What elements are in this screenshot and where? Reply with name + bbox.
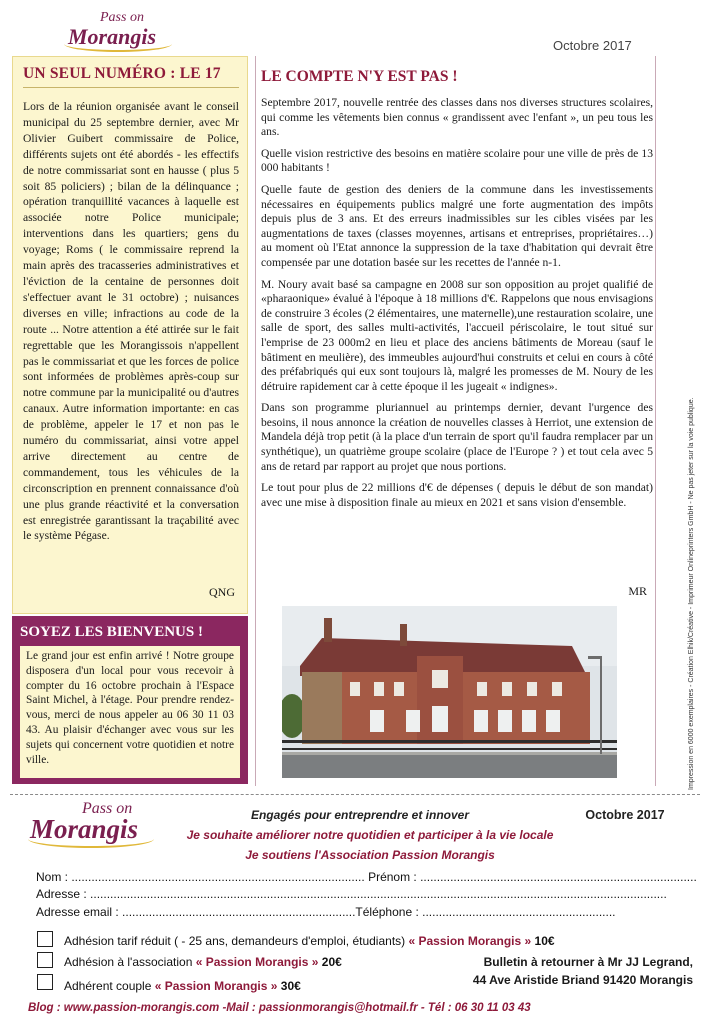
paragraph: Le tout pour plus de 22 millions d'€ de dépenses ( depuis le début de son mandat) avec une mise à disposition finale au mieux en 2021 et sans vision d'ensemble. bbox=[261, 481, 653, 509]
membership-couple-label: Adhérent couple « Passion Morangis » 30€ bbox=[64, 979, 301, 993]
return-address-line-1: Bulletin à retourner à Mr JJ Legrand, bbox=[483, 955, 693, 969]
welcome-body: Le grand jour est enfin arrivé ! Notre groupe disposera d'un local pour vous recevoir à compter du 16 octobre prochain à l'Espace Saint Michel, à l'étage. Pour prendre rendez-vous, merci de nous appeler au 06 30 11 03 43. Au plaisir d'échanger avec vous sur les sujets qui concernent votre quotidien et notre ville. bbox=[20, 646, 240, 778]
coupon-slogan-3: Je soutiens l'Association Passion Morangis bbox=[245, 848, 495, 862]
main-article-signature: MR bbox=[628, 584, 647, 598]
logo-bottom-text: Morangis bbox=[30, 814, 139, 844]
paragraph: Quelle faute de gestion des deniers de la commune dans les investissements nécessaires en équipements publics malgré une forte augmentation des impôts depuis plus de 3 ans. Et des erreurs inadmissibles sur les cibles visées par les augmentations de taxes (classes moyennes, artisans et entreprises, propriétaires…) au moment où l'Etat annonce la suppression de la taxe d'habitation qui devrait être compensée par une dotation basée sur les recettes de l'année n-1. bbox=[261, 182, 653, 269]
passion-morangis-logo bbox=[64, 10, 174, 54]
return-address-line-2: 44 Ave Aristide Briand 91420 Morangis bbox=[472, 973, 693, 987]
logo-swoosh bbox=[64, 36, 172, 52]
membership-standard-label: Adhésion à l'association « Passion Morangis » 20€ bbox=[64, 955, 342, 969]
contact-footer: Blog : www.passion-morangis.com -Mail : passionmorangis@hotmail.fr - Tél : 06 30 11 03 43 bbox=[28, 1002, 531, 1014]
paragraph: M. Noury avait basé sa campagne en 2008 sur son opposition au projet qualifié de «pharaonique» évalué à l'époque à 18 millions d'€. Rappelons que nous envisagions de construire 3 écoles (2 élémentaires, une maternelle),une restauration scolaire, une salle de sport, des salles multi-activités, l'accueil périscolaire, le tout situé sur l'emprise de 23 000m2 en lieu et place des anciens bâtiments de Moreau (sauf le bâtiment en meulière), des immeubles aujourd'hui construits et celui en cours à côté des préfabriqués qui eux sont toujours là, malgré les promesses de M. Noury de les détruire rapidement car à cette époque il les jugeait « indignes». bbox=[261, 277, 653, 393]
cut-line bbox=[10, 794, 700, 795]
logo-swoosh bbox=[28, 830, 154, 848]
membership-reduced-label: Adhésion tarif réduit ( - 25 ans, demandeurs d'emploi, étudiants) « Passion Morangis » 10€ bbox=[64, 934, 555, 948]
membership-standard-checkbox[interactable] bbox=[37, 952, 53, 968]
coupon-date: Octobre 2017 bbox=[585, 808, 665, 822]
column-divider bbox=[655, 56, 656, 786]
email-phone-fields[interactable]: Adresse email : ......................................................................Téléphone : .......................................................... bbox=[36, 905, 616, 919]
coupon-slogan-1: Engagés pour entreprendre et innover bbox=[250, 808, 470, 822]
article-seul-numero bbox=[12, 56, 248, 614]
title-divider bbox=[23, 87, 239, 88]
article-title: UN SEUL NUMÉRO : LE 17 bbox=[23, 65, 221, 82]
main-article-title: LE COMPTE N'Y EST PAS ! bbox=[261, 68, 458, 85]
logo-top-text: Pass on bbox=[100, 10, 144, 25]
membership-couple-checkbox[interactable] bbox=[37, 974, 53, 990]
main-article-body bbox=[261, 96, 653, 517]
coupon-slogan-2: Je souhaite améliorer notre quotidien et participer à la vie locale bbox=[186, 828, 554, 842]
name-fields[interactable]: Nom : ........................................................................................ Prénom : ................................................................................... bbox=[36, 870, 697, 884]
logo-top-text: Pass on bbox=[82, 800, 133, 817]
membership-reduced-checkbox[interactable] bbox=[37, 931, 53, 947]
welcome-box bbox=[12, 616, 248, 784]
issue-date: Octobre 2017 bbox=[553, 38, 632, 53]
paragraph: Quelle vision restrictive des besoins en matière scolaire pour une ville de près de 13 000 habitants ! bbox=[261, 146, 653, 175]
article-signature: QNG bbox=[209, 585, 235, 599]
school-building-photo bbox=[282, 606, 617, 778]
paragraph: Septembre 2017, nouvelle rentrée des classes dans nos diverses structures scolaires, qui comme les vêtements bien connus « grandissent avec l'enfant », un peu tous les ans. bbox=[261, 96, 653, 139]
coupon-logo bbox=[28, 800, 158, 854]
print-credits: Impression en 6000 exemplaires - Création Elhik/Créative - Imprimeur Onlineprinters GmbH - Ne pas jeter sur la voie publique. bbox=[688, 397, 695, 790]
paragraph: Dans son programme pluriannuel au printemps dernier, devant l'urgence des besoins, il nous annonce la création de nouvelles classes à Herriot, une extension de Mandela déjà trop petit (à la place d'un terrain de sport qu'il faudra remplacer par un synthétique), un quatrième groupe scolaire (place de l'Europe ? ) et tout cela avec 5 ans de retard par rapport au projet que nous portions. bbox=[261, 401, 653, 473]
address-field[interactable]: Adresse : ............................................................................................................................................................................. bbox=[36, 887, 667, 901]
welcome-title: SOYEZ LES BIENVENUS ! bbox=[20, 624, 203, 640]
article-body: Lors de la réunion organisée avant le conseil municipal du 25 septembre dernier, avec Mr Olivier Guibert commissaire de Police, différents sujets ont été abordés - les effectifs de notre commissariat sont en hausse ( plus 5 soit 85 policiers) ; bilan de la délinquance ; opération tranquillité vacances à laquelle est associée notre Police municipale; interventions dans les quartiers; gens du voyage; Roms ( le commissaire reprend la main après des tracasseries administratives et l'éviction de la centaine de personnes doit s'effectuer avant le 31 octobre) ; nuisances diverses en ville; infractions au code de la route ... Notre attention a été attirée sur le fait regrettable que les Morangissois n'appellent pas le commissariat et que les forces de police sont informées de problèmes après-coup sur notre commune par la municipalité ou d'autres canaux. Autre information importante: en cas de problème, appeler le 17 et non pas le numéro du commissariat, ainsi votre appel arrive directement au centre de commandement, tous les véhicules de la circonscription en prennent connaissance d'où une plus grande réactivité et la conversation est enregistrée garantissant la traçabilité avec le système Pégase. bbox=[23, 100, 239, 543]
logo-bottom-text: Morangis bbox=[68, 24, 157, 49]
